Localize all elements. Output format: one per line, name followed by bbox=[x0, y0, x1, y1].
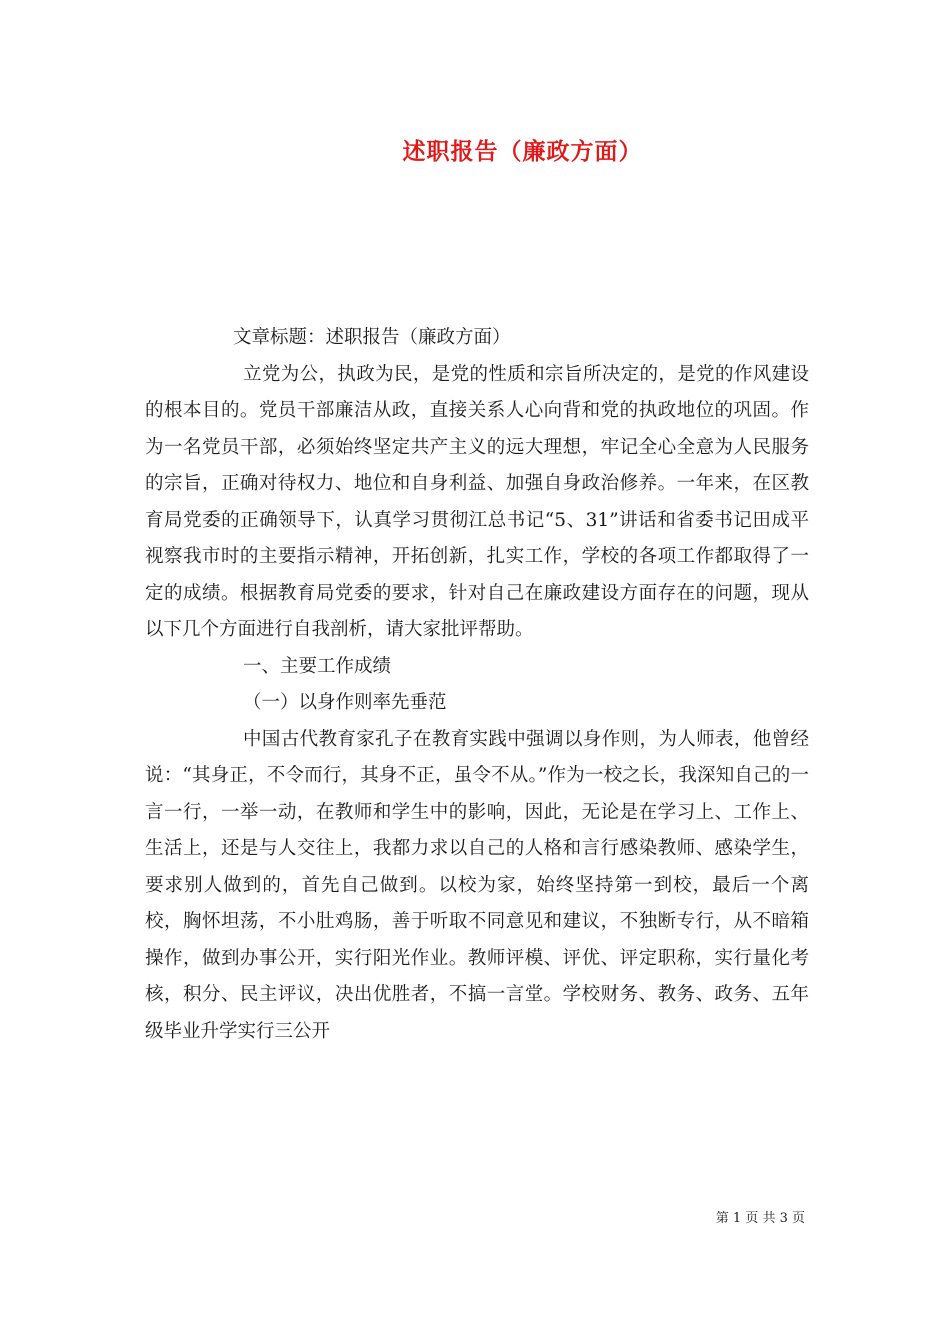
subsection-heading: （一）以身作则率先垂范 bbox=[243, 692, 447, 713]
page-number: 第 1 页 共 3 页 bbox=[715, 1211, 805, 1226]
paragraph-lead-by-example: 中国古代教育家孔子在教育实践中强调以身作则，为人师表，他曾经说：“其身正，不令而行，其身不正，虽令不从。”作为一校之长，我深知自己的一言一行，一举一动，在教师和学生中的影响，因此，无论是在学习上、工作上、生活上，还是与人交往上，我都力求以自己的人格和言行感染教师、感染学生，要求别人做到的，首先自己做到。以校为家，始终坚持第一到校，最后一个离校，胸怀坦荡，不小肚鸡肠，善于听取不同意见和建议，不独断专行，从不暗箱操作，做到办事公开，实行阳光作业。教师评模、评优、评定职称，实行量化考核，积分、民主评议，决出优胜者，不搞一言堂。学校财务、教务、政务、五年级毕业升学实行三公开 bbox=[145, 728, 809, 1042]
article-meta-line: 文章标题：述职报告（廉政方面） bbox=[233, 327, 511, 348]
document-body bbox=[145, 320, 809, 1050]
document-title: 述职报告（廉政方面） bbox=[402, 138, 643, 165]
section-heading: 一、主要工作成绩 bbox=[243, 655, 392, 677]
paragraph-intro: 立党为公，执政为民，是党的性质和宗旨所决定的，是党的作风建设的根本目的。党员干部廉洁从政，直接关系人心向背和党的执政地位的巩固。作为一名党员干部，必须始终坚定共产主义的远大理想，牢记全心全意为人民服务的宗旨，正确对待权力、地位和自身利益、加强自身政治修养。一年来，在区教育局党委的正确领导下，认真学习贯彻江总书记“5、31”讲话和省委书记田成平视察我市时的主要指示精神，开拓创新，扎实工作，学校的各项工作都取得了一定的成绩。根据教育局党委的要求，针对自己在廉政建设方面存在的问题，现从以下几个方面进行自我剖析，请大家批评帮助。 bbox=[145, 363, 809, 640]
